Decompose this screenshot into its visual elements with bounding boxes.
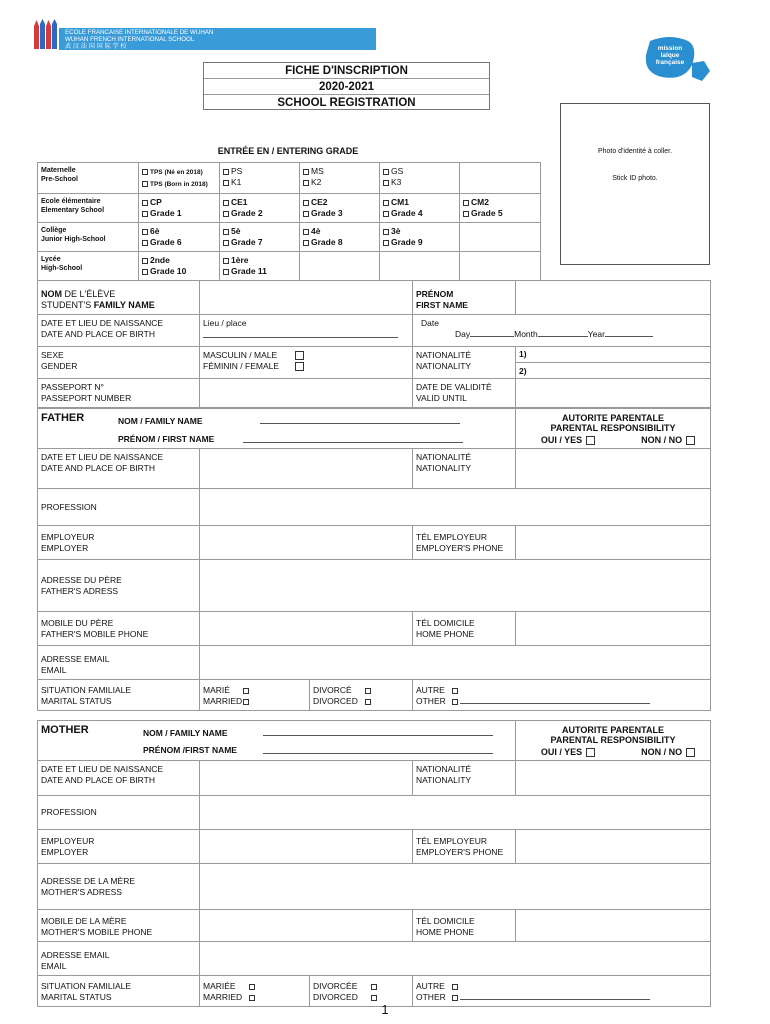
- father-table: [37, 408, 711, 711]
- student-family-name-label: NOM DE L'ÉLÈVE STUDENT'S FAMILY NAME: [38, 281, 200, 315]
- grade-row-label: Ecole élémentaire Elementary School: [38, 194, 139, 223]
- student-valid-field[interactable]: [516, 379, 711, 408]
- grade-option[interactable]: GS K3: [380, 163, 460, 194]
- female-checkbox[interactable]: [295, 362, 304, 371]
- grade-option[interactable]: MS K2: [300, 163, 380, 194]
- student-gender-field[interactable]: MASCULIN / MALE FÉMININ / FEMALE: [200, 347, 413, 379]
- student-first-name-label: PRÉNOM FIRST NAME: [413, 281, 516, 315]
- mother-address-field[interactable]: [200, 864, 711, 910]
- student-birth-place-field[interactable]: Lieu / place: [200, 315, 413, 347]
- mother-mobile-field[interactable]: [200, 910, 413, 942]
- mother-employer-phone-label: TÉL EMPLOYEUR EMPLOYER'S PHONE: [413, 830, 516, 864]
- father-employer-label: EMPLOYEUR EMPLOYER: [38, 526, 200, 560]
- father-mobile-field[interactable]: [200, 612, 413, 646]
- student-first-name-field[interactable]: [516, 281, 711, 315]
- grade-option[interactable]: CE2 Grade 3: [300, 194, 380, 223]
- mother-other-option[interactable]: AUTRE OTHER: [413, 976, 711, 1007]
- grade-row-label: Maternelle Pre-School: [38, 163, 139, 194]
- father-header: FATHER NOM / FAMILY NAME PRÉNOM / FIRST NAME: [38, 409, 516, 449]
- grade-option[interactable]: CM2 Grade 5: [460, 194, 541, 223]
- father-authority: AUTORITE PARENTALE PARENTAL RESPONSIBILITY OUI / YES NON / NO: [516, 409, 711, 449]
- grade-option[interactable]: 6è Grade 6: [139, 223, 220, 252]
- mother-birth-field[interactable]: [200, 761, 413, 796]
- mother-employer-field[interactable]: [200, 830, 413, 864]
- father-employer-phone-field[interactable]: [516, 526, 711, 560]
- father-profession-label: PROFESSION: [38, 489, 200, 526]
- father-authority-no-checkbox[interactable]: [686, 436, 695, 445]
- grade-option[interactable]: CM1 Grade 4: [380, 194, 460, 223]
- mother-employer-label: EMPLOYEUR EMPLOYER: [38, 830, 200, 864]
- grade-option: [300, 252, 380, 281]
- grades-table: [37, 162, 541, 281]
- school-name-fr: ECOLE FRANCAISE INTERNATIONALE DE WUHAN: [65, 29, 214, 36]
- male-checkbox[interactable]: [295, 351, 304, 360]
- mlf-logo-text: mission laïque française: [655, 45, 685, 66]
- father-birth-field[interactable]: [200, 449, 413, 489]
- student-nationality-field[interactable]: 1) 2): [516, 347, 711, 379]
- school-name-en: WUHAN FRENCH INTERNATIONAL SCHOOL: [65, 36, 195, 43]
- grade-option[interactable]: PS K1: [220, 163, 300, 194]
- mother-marital-label: SITUATION FAMILIALE MARITAL STATUS: [38, 976, 200, 1007]
- student-passport-label: PASSEPORT N° PASSEPORT NUMBER: [38, 379, 200, 408]
- mother-married-option[interactable]: MARIÉE MARRIED: [200, 976, 310, 1007]
- student-birth-date-field[interactable]: Date Day Month Year: [413, 315, 711, 347]
- grade-option: [460, 252, 541, 281]
- mother-nationality-label: NATIONALITÉ NATIONALITY: [413, 761, 516, 796]
- school-banner: [59, 28, 376, 50]
- mother-email-field[interactable]: [200, 942, 711, 976]
- father-address-label: ADRESSE DU PÈRE FATHER'S ADRESS: [38, 560, 200, 612]
- title-line-1: FICHE D'INSCRIPTION: [204, 63, 489, 79]
- father-divorced-option[interactable]: DIVORCÉ DIVORCED: [310, 680, 413, 711]
- father-employer-field[interactable]: [200, 526, 413, 560]
- mother-profession-field[interactable]: [200, 796, 711, 830]
- title-box: [203, 62, 490, 110]
- mother-email-label: ADRESSE EMAIL EMAIL: [38, 942, 200, 976]
- mother-address-label: ADRESSE DE LA MÈRE MOTHER'S ADRESS: [38, 864, 200, 910]
- title-line-2: 2020-2021: [204, 79, 489, 95]
- photo-instruction-en: Stick ID photo.: [612, 175, 658, 182]
- page-number: 1: [381, 1002, 389, 1017]
- photo-instruction-fr: Photo d'identité à coller.: [597, 148, 673, 155]
- student-table: [37, 280, 711, 408]
- grade-option: [460, 223, 541, 252]
- student-family-name-field[interactable]: [200, 281, 413, 315]
- school-name-zh: 武 汉 法 国 国 际 学 校: [65, 43, 127, 50]
- father-title: FATHER: [41, 412, 85, 424]
- mlf-logo: [640, 35, 712, 85]
- mother-authority: AUTORITE PARENTALE PARENTAL RESPONSIBILITY OUI / YES NON / NO: [516, 721, 711, 761]
- father-email-label: ADRESSE EMAIL EMAIL: [38, 646, 200, 680]
- grade-option[interactable]: 1ère Grade 11: [220, 252, 300, 281]
- grade-option[interactable]: CP Grade 1: [139, 194, 220, 223]
- father-birth-label: DATE ET LIEU DE NAISSANCE DATE AND PLACE OF BIRTH: [38, 449, 200, 489]
- grade-row-label: Lycée High-School: [38, 252, 139, 281]
- student-nationality-label: NATIONALITÉ NATIONALITY: [413, 347, 516, 379]
- father-employer-phone-label: TÉL EMPLOYEUR EMPLOYER'S PHONE: [413, 526, 516, 560]
- mother-authority-yes-checkbox[interactable]: [586, 748, 595, 757]
- father-address-field[interactable]: [200, 560, 711, 612]
- mother-employer-phone-field[interactable]: [516, 830, 711, 864]
- grade-option[interactable]: 5è Grade 7: [220, 223, 300, 252]
- student-passport-field[interactable]: [200, 379, 413, 408]
- father-mobile-label: MOBILE DU PÈRE FATHER'S MOBILE PHONE: [38, 612, 200, 646]
- father-home-phone-label: TÉL DOMICILE HOME PHONE: [413, 612, 516, 646]
- father-marital-label: SITUATION FAMILIALE MARITAL STATUS: [38, 680, 200, 711]
- mother-nationality-field[interactable]: [516, 761, 711, 796]
- grade-option[interactable]: 2nde Grade 10: [139, 252, 220, 281]
- mother-divorced-option[interactable]: DIVORCÉE DIVORCED: [310, 976, 413, 1007]
- mother-mobile-label: MOBILE DE LA MÈRE MOTHER'S MOBILE PHONE: [38, 910, 200, 942]
- father-profession-field[interactable]: [200, 489, 711, 526]
- title-line-3: SCHOOL REGISTRATION: [277, 97, 416, 109]
- grade-heading: ENTRÉE EN / ENTERING GRADE: [217, 146, 359, 156]
- father-email-field[interactable]: [200, 646, 711, 680]
- grade-option[interactable]: CE1 Grade 2: [220, 194, 300, 223]
- father-home-phone-field[interactable]: [516, 612, 711, 646]
- mother-header: MOTHER NOM / FAMILY NAME PRÉNOM /FIRST NAME: [38, 721, 516, 761]
- student-gender-label: SEXE GENDER: [38, 347, 200, 379]
- student-valid-label: DATE DE VALIDITÉ VALID UNTIL: [413, 379, 516, 408]
- school-logo: [33, 19, 58, 51]
- grade-option[interactable]: TPS (Né en 2018) TPS (Born in 2018): [139, 163, 220, 194]
- mother-home-phone-label: TÉL DOMICILE HOME PHONE: [413, 910, 516, 942]
- grade-option: [460, 163, 541, 194]
- mother-home-phone-field[interactable]: [516, 910, 711, 942]
- mother-table: [37, 720, 711, 1007]
- student-birth-label: DATE ET LIEU DE NAISSANCE DATE AND PLACE OF BIRTH: [38, 315, 200, 347]
- grade-row-label: Collège Junior High-School: [38, 223, 139, 252]
- mother-birth-label: DATE ET LIEU DE NAISSANCE DATE AND PLACE OF BIRTH: [38, 761, 200, 796]
- mother-profession-label: PROFESSION: [38, 796, 200, 830]
- mother-authority-no-checkbox[interactable]: [686, 748, 695, 757]
- mother-title: MOTHER: [41, 724, 89, 736]
- father-nationality-field[interactable]: [516, 449, 711, 489]
- grade-option[interactable]: 3è Grade 9: [380, 223, 460, 252]
- grade-option: [380, 252, 460, 281]
- father-married-option[interactable]: MARIÉ MARRIED: [200, 680, 310, 711]
- photo-box[interactable]: [560, 103, 710, 265]
- grade-option[interactable]: 4è Grade 8: [300, 223, 380, 252]
- father-other-option[interactable]: AUTRE OTHER: [413, 680, 711, 711]
- father-authority-yes-checkbox[interactable]: [586, 436, 595, 445]
- father-nationality-label: NATIONALITÉ NATIONALITY: [413, 449, 516, 489]
